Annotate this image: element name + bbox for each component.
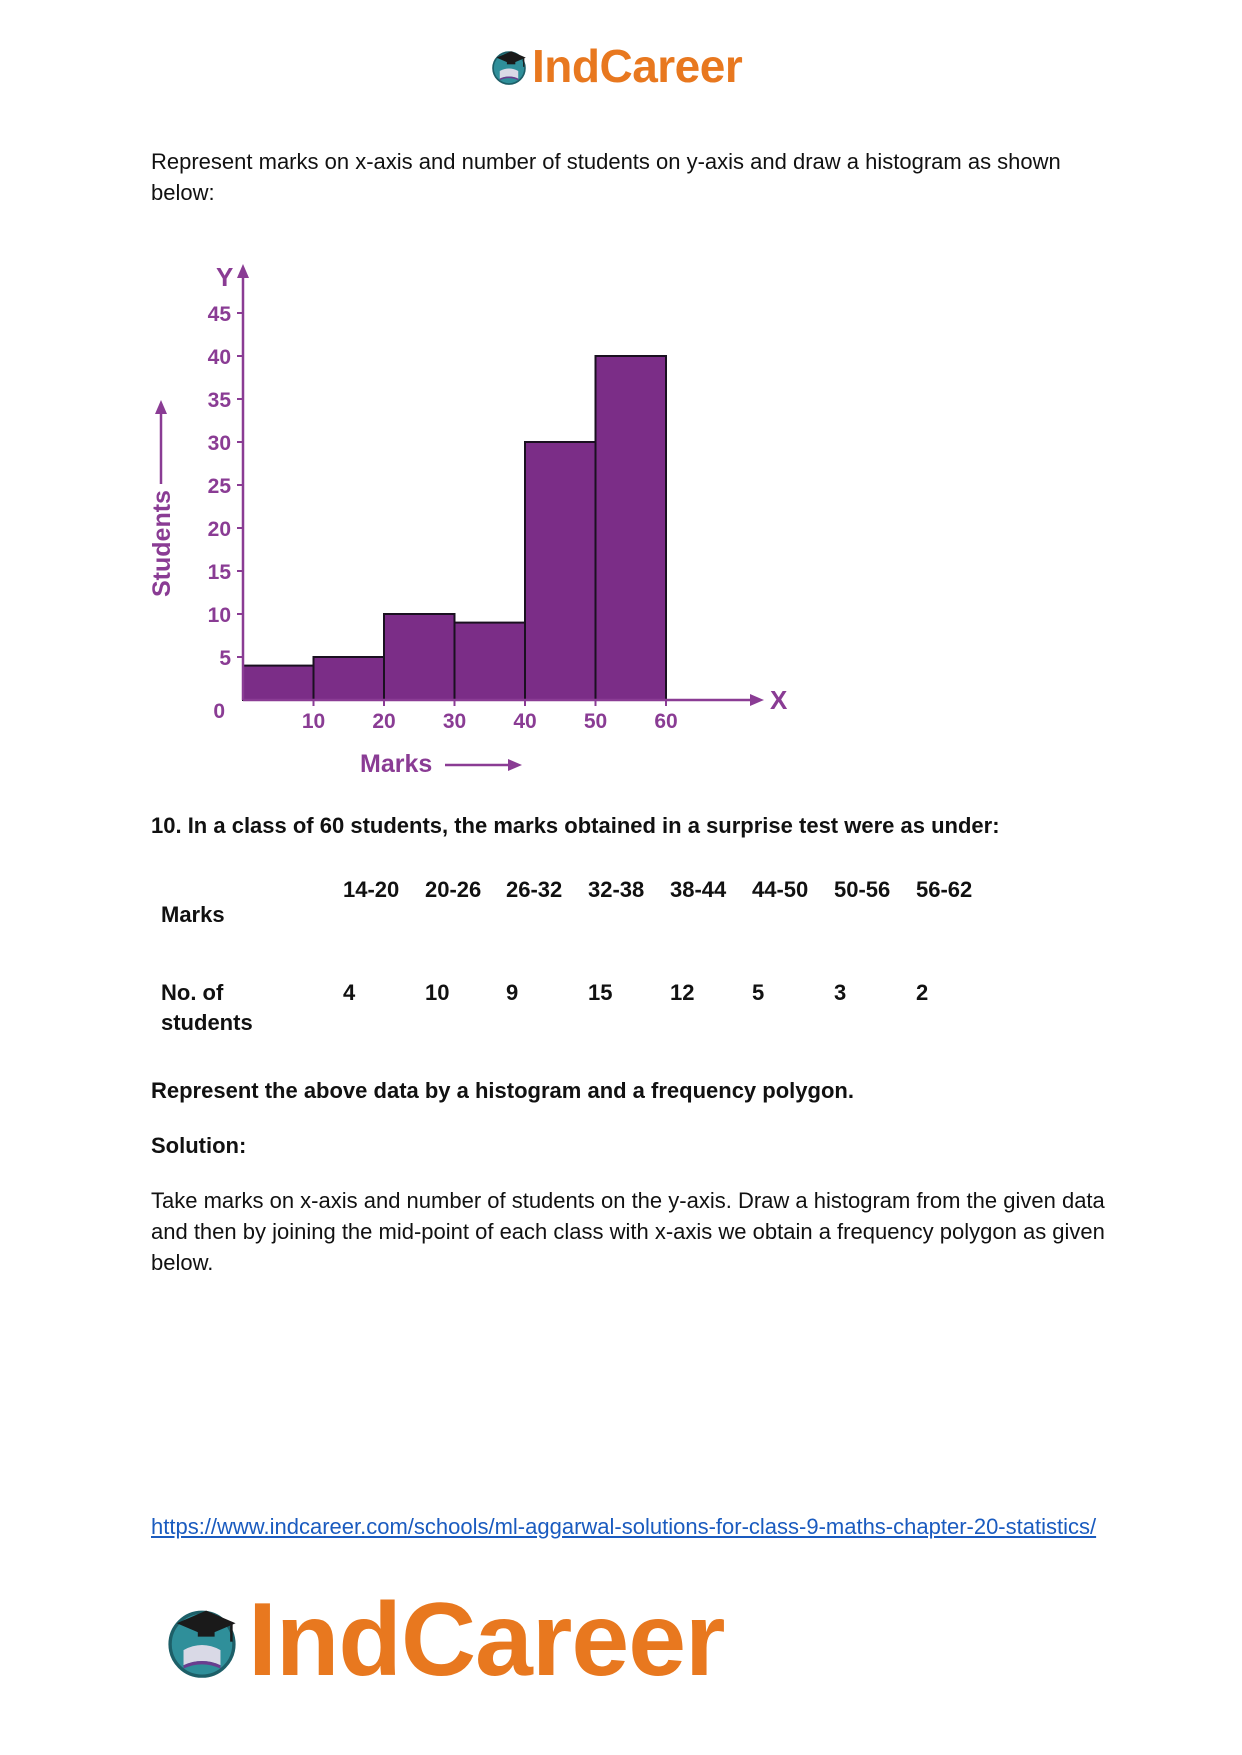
footer-logo xyxy=(160,1581,725,1698)
y-tick-label-2: 15 xyxy=(207,561,231,584)
instruction-text: Represent the above data by a histogram and a frequency polygon. xyxy=(151,1078,854,1103)
x-tick-label-5: 60 xyxy=(654,710,678,733)
graduation-cap-book-globe-icon xyxy=(488,45,530,87)
x-tick-label-0: 10 xyxy=(301,710,326,733)
x-tick-label-1: 20 xyxy=(372,710,396,733)
table-mark-2: 26-32 xyxy=(506,877,563,902)
y-tick-label-4: 25 xyxy=(207,475,231,498)
x-tick-label-4: 50 xyxy=(583,710,608,733)
x-axis-title: Marks xyxy=(360,750,433,778)
intro-text: Represent marks on x-axis and number of students on y-axis and draw a histogram as shown below: xyxy=(151,149,1061,205)
solution-text: Take marks on x-axis and number of students on the y-axis. Draw a histogram from the given data and then by joining the mid-point of each class with x-axis we obtain a frequency polygon as given below. xyxy=(151,1188,1105,1275)
table-students-5: 5 xyxy=(752,980,765,1005)
y-tick-label-1: 10 xyxy=(207,604,231,627)
table-row-label-students-2: students xyxy=(161,1010,253,1035)
table-mark-0: 14-20 xyxy=(343,877,400,902)
histogram-bar-5 xyxy=(596,356,667,700)
y-axis-letter: Y xyxy=(216,262,234,292)
y-tick-label-0: 5 xyxy=(219,647,231,670)
histogram-bar-4 xyxy=(525,442,596,700)
table-row-label-marks: Marks xyxy=(161,902,225,927)
x-tick-label-2: 30 xyxy=(442,710,467,733)
origin-label: 0 xyxy=(213,700,225,723)
table-mark-6: 50-56 xyxy=(834,877,891,902)
y-tick-label-5: 30 xyxy=(207,432,231,455)
table-students-4: 12 xyxy=(670,980,695,1005)
solution-heading: Solution: xyxy=(151,1133,247,1158)
x-tick-label-3: 40 xyxy=(513,710,537,733)
y-axis-arrow xyxy=(237,264,249,278)
x-axis-arrow xyxy=(750,694,764,706)
source-link[interactable]: https://www.indcareer.com/schools/ml-aggarwal-solutions-for-class-9-maths-chapter-20-statistics/ xyxy=(151,1514,1097,1539)
table-students-7: 2 xyxy=(916,980,929,1005)
brand-name-large: IndCareer xyxy=(248,1581,725,1698)
y-tick-label-8: 45 xyxy=(207,303,231,326)
table-mark-1: 20-26 xyxy=(425,877,482,902)
y-axis-title: Students xyxy=(148,490,176,597)
x-title-arrow-head xyxy=(508,759,522,771)
question-text: 10. In a class of 60 students, the marks obtained in a surprise test were as under: xyxy=(151,813,1000,838)
table-mark-5: 44-50 xyxy=(752,877,809,902)
x-axis-letter: X xyxy=(770,685,788,715)
table-students-3: 15 xyxy=(588,980,613,1005)
table-students-2: 9 xyxy=(506,980,519,1005)
table-row-label-students-1: No. of xyxy=(161,980,224,1005)
table-mark-4: 38-44 xyxy=(670,877,727,902)
histogram-bar-3 xyxy=(455,623,526,700)
header-logo xyxy=(488,42,742,90)
table-mark-3: 32-38 xyxy=(588,877,645,902)
graduation-cap-book-globe-icon xyxy=(160,1598,244,1682)
brand-name: IndCareer xyxy=(532,40,743,92)
y-title-arrow-head xyxy=(155,400,167,414)
table-mark-7: 56-62 xyxy=(916,877,973,902)
table-students-1: 10 xyxy=(425,980,450,1005)
table-students-6: 3 xyxy=(834,980,847,1005)
y-tick-label-6: 35 xyxy=(207,389,231,412)
histogram-chart xyxy=(140,262,800,782)
histogram-bar-1 xyxy=(314,657,385,700)
histogram-bar-0 xyxy=(243,666,314,700)
y-tick-label-7: 40 xyxy=(207,346,231,369)
table-students-0: 4 xyxy=(343,980,356,1005)
y-tick-label-3: 20 xyxy=(207,518,231,541)
histogram-bar-2 xyxy=(384,614,455,700)
